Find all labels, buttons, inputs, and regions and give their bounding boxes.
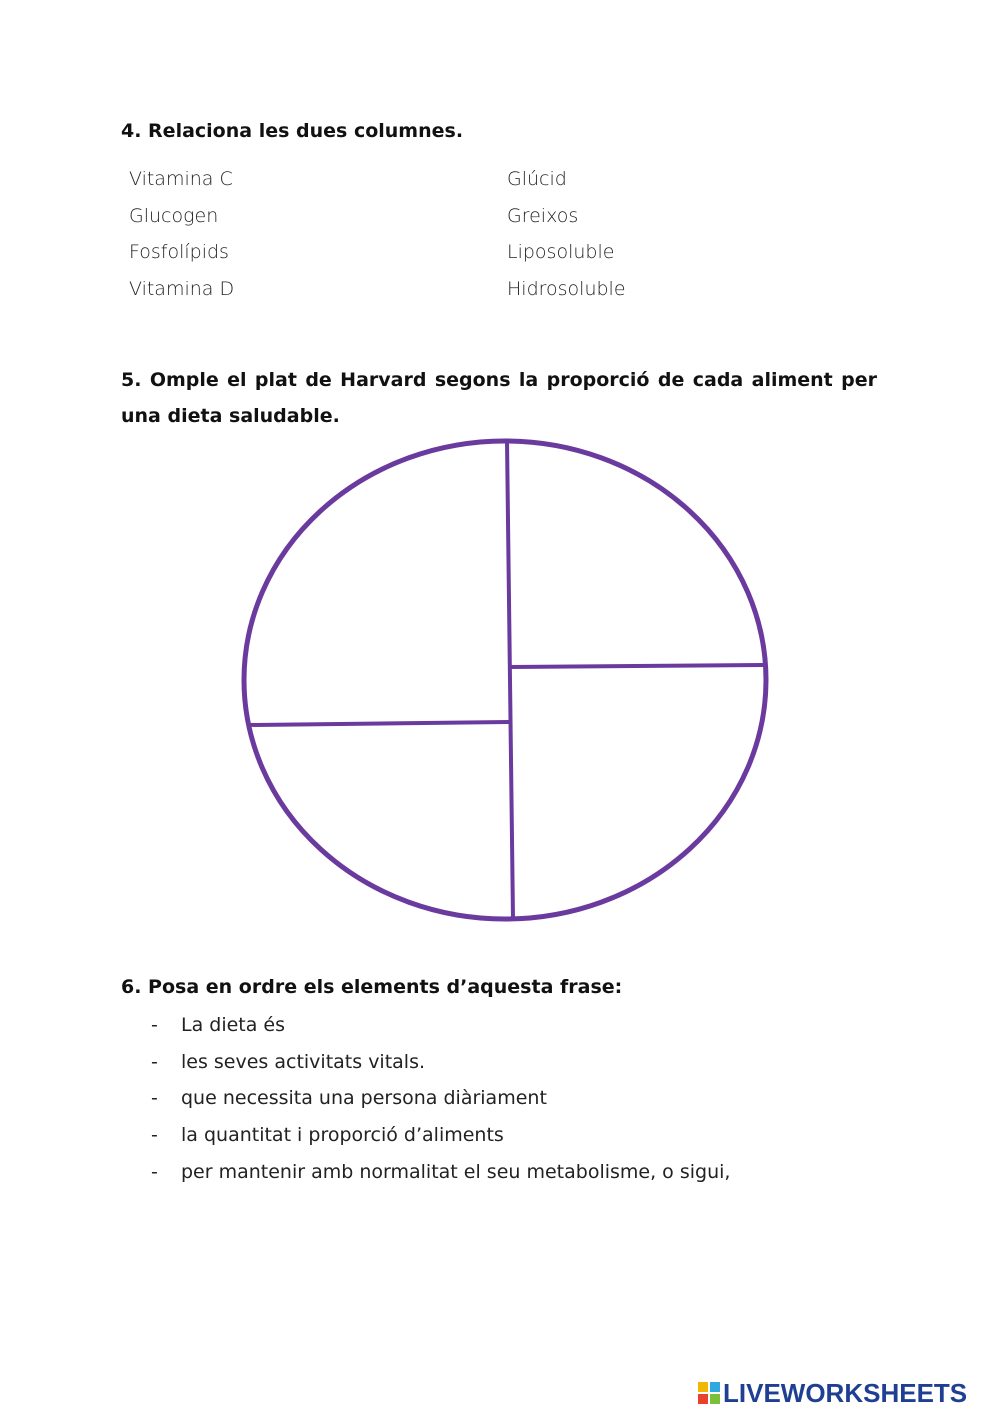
list-item-text: les seves activitats vitals. — [181, 1051, 426, 1073]
list-dash: - — [151, 1051, 158, 1073]
question-5-title: 5. Omple el plat de Harvard segons la proporció de cada aliment per una dieta saludable. — [121, 369, 877, 427]
list-dash: - — [151, 1087, 158, 1109]
liveworksheets-brand-text: LIVEWORKSHEETS — [723, 1378, 968, 1408]
harvard-plate-diagram — [240, 436, 770, 924]
right-column-item: Liposoluble — [507, 241, 615, 263]
list-dash: - — [151, 1161, 158, 1183]
list-item-text: La dieta és — [181, 1014, 286, 1036]
left-column-item: Vitamina D — [129, 278, 235, 300]
right-column-item: Greixos — [507, 205, 579, 227]
plate-left-divider — [249, 722, 510, 725]
question-4-title: 4. Relaciona les dues columnes. — [121, 120, 464, 142]
right-column-item: Hidrosoluble — [507, 278, 626, 300]
list-dash: - — [151, 1124, 158, 1146]
plate-vertical-divider — [507, 441, 513, 919]
plate-outline — [244, 441, 766, 919]
list-item-text: que necessita una persona diàriament — [181, 1087, 547, 1109]
list-item-text: per mantenir amb normalitat el seu metabolisme, o sigui, — [181, 1161, 731, 1183]
plate-right-divider — [510, 665, 765, 667]
list-item-text: la quantitat i proporció d’aliments — [181, 1124, 504, 1146]
liveworksheets-logo-icon — [697, 1381, 721, 1405]
left-column-item: Glucogen — [129, 205, 219, 227]
left-column-item: Fosfolípids — [129, 241, 229, 263]
list-dash: - — [151, 1014, 158, 1036]
right-column-item: Glúcid — [507, 168, 567, 190]
question-6-title: 6. Posa en ordre els elements d’aquesta frase: — [121, 976, 623, 998]
liveworksheets-logo — [697, 1376, 997, 1410]
left-column-item: Vitamina C — [129, 168, 233, 190]
